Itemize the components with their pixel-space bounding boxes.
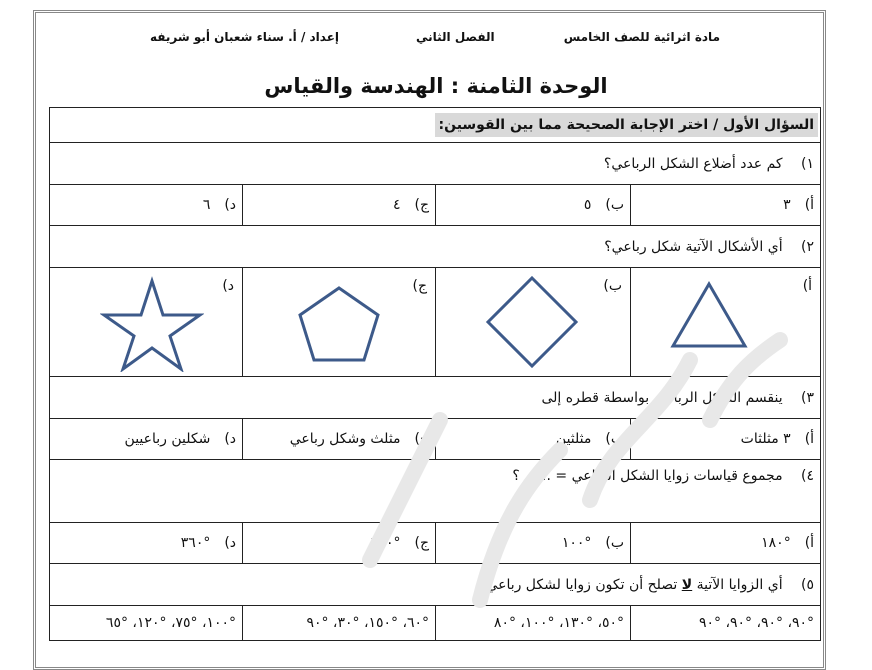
q2-option-d-letter: د) [222,278,235,294]
unit-title: الوحدة الثامنة : الهندسة والقياس [264,74,608,98]
q3-option-d-letter: د) [224,431,237,447]
q3-option-c[interactable] [243,419,436,460]
q4-option-a[interactable] [631,523,821,564]
q4-option-d-letter: د) [224,535,237,551]
q4-option-a-value: °١٨٠ [761,535,791,551]
q1-option-d[interactable] [50,185,243,226]
q1-option-a-value: ٣ [783,197,791,213]
q4-option-d[interactable] [50,523,243,564]
question-3 [50,377,821,419]
q3-option-c-letter: ج) [414,431,430,447]
q1-option-d-value: ٦ [202,197,211,213]
q1-option-d-letter: د) [224,197,237,213]
triangle-icon [669,280,749,352]
section-title: السؤال الأول / اختر الإجابة الصحيحة مما بين القوسين: [435,113,819,137]
q4-option-b-letter: ب) [605,535,625,551]
q5-option-b[interactable] [436,606,631,641]
q2-option-a[interactable] [631,268,821,377]
question-1 [50,143,821,185]
q2-option-b[interactable] [436,268,631,377]
q2-option-b-letter: ب) [603,278,623,294]
question-4-number: ٤) [801,468,815,484]
header-subject: مادة اثرائية للصف الخامس [563,30,720,44]
pentagon-icon [296,284,382,364]
question-5-number: ٥) [801,576,815,593]
question-2 [50,226,821,268]
question-1-number: ١) [801,155,815,172]
q4-option-b-value: °١٠٠ [561,535,592,551]
q3-option-d-value: شكلين رباعيين [124,431,211,447]
q1-option-a-letter: أ) [804,197,815,213]
question-2-text: أي الأشكال الآتية شكل رباعي؟ [604,238,783,255]
q3-option-a-value: ٣ مثلثات [740,431,791,447]
question-5-text-before: أي الزوايا الآتية [692,576,783,593]
question-5 [50,564,821,606]
q5-option-b-value: °٥٠، °١٣٠، °١٠٠، °٨٠ [493,615,625,631]
star-icon [100,276,204,372]
question-3-number: ٣) [801,389,815,406]
diamond-icon [484,274,580,370]
q1-option-b[interactable] [436,185,631,226]
question-table [49,107,821,641]
q3-option-b[interactable] [436,419,631,460]
q1-option-a[interactable] [631,185,821,226]
q5-option-c-value: °٦٠، °١٥٠، °٣٠، °٩٠ [306,615,430,631]
q4-option-c-letter: ج) [414,535,430,551]
q2-option-a-letter: أ) [802,278,813,294]
q1-option-b-letter: ب) [605,197,625,213]
question-3-text: ينقسم الشكل الرباعي بواسطة قطره إلى [541,389,783,406]
q4-option-a-letter: أ) [804,535,815,551]
question-5-text-after: تصلح أن تكون زوايا لشكل رباعي؟ [478,576,682,593]
q3-option-a-letter: أ) [804,431,815,447]
header-term: الفصل الثاني [416,30,495,44]
q3-option-a[interactable] [631,419,821,460]
question-4 [50,460,821,523]
q3-option-d[interactable] [50,419,243,460]
q4-option-d-value: °٣٦٠ [180,535,211,551]
q4-option-c[interactable] [243,523,436,564]
q2-option-c[interactable] [243,268,436,377]
q4-option-b[interactable] [436,523,631,564]
q1-option-c-value: ٤ [393,197,401,213]
q5-option-d[interactable] [50,606,243,641]
question-1-text: كم عدد أضلاع الشكل الرباعي؟ [603,155,783,172]
q5-option-a[interactable] [631,606,821,641]
question-5-emphasis: لا [681,576,693,593]
q4-option-c-value: °٦٣٠ [370,535,401,551]
section-header-cell [50,108,821,143]
q1-option-b-value: ٥ [583,197,592,213]
q5-option-c[interactable] [243,606,436,641]
q2-option-c-letter: ج) [412,278,428,294]
header-author: إعداد / أ. سناء شعبان أبو شريفه [150,30,340,44]
q1-option-c[interactable] [243,185,436,226]
q5-option-a-value: °٩٠، °٩٠، °٩٠، °٩٠ [698,615,815,631]
q3-option-b-value: مثلثين [555,431,592,447]
q3-option-c-value: مثلث وشكل رباعي [289,431,401,447]
q5-option-d-value: °١٠٠، °٧٥، °١٢٠، °٦٥ [105,615,237,631]
question-2-number: ٢) [801,238,815,255]
q2-option-d[interactable] [50,268,243,377]
question-4-text: مجموع قياسات زوايا الشكل الرباعي = ...... ؟ [512,468,783,484]
q3-option-b-letter: ب) [605,431,625,447]
q1-option-c-letter: ج) [414,197,430,213]
